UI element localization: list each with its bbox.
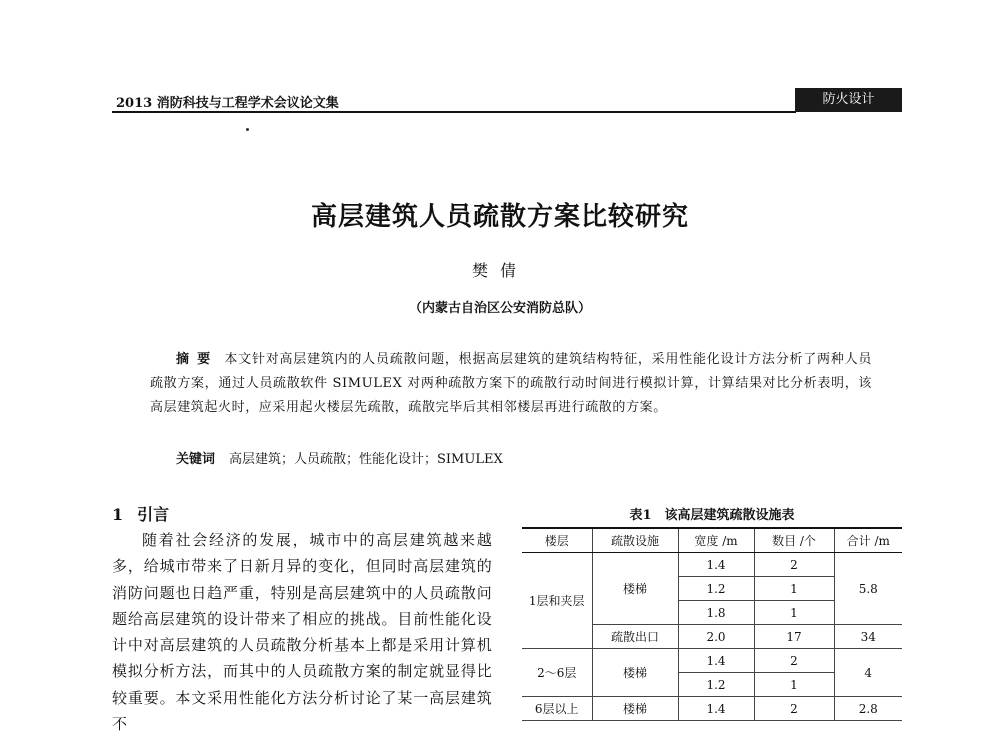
- count-cell: 2: [754, 553, 834, 577]
- facility-cell: 楼梯: [592, 649, 678, 697]
- abstract-label: 摘要: [176, 352, 219, 367]
- abstract-text: 本文针对高层建筑内的人员疏散问题，根据高层建筑的建筑结构特征，采用性能化设计方法分析了两种人员疏散方案，通过人员疏散软件 SIMULEX 对两种疏散方案下的疏散行动时间进行模拟计算，计算结果对比分析表明，该高层建筑起火时，应采用起火楼层先疏散，疏散完毕后其相邻楼层再进行疏散的方案。: [150, 352, 872, 415]
- running-header: [112, 88, 902, 112]
- count-cell: 17: [754, 625, 834, 649]
- header-rule: [112, 111, 796, 113]
- facility-cell: 楼梯: [592, 697, 678, 721]
- paper-title: 高层建筑人员疏散方案比较研究: [310, 202, 689, 232]
- table-row: [522, 553, 902, 577]
- keywords: [150, 448, 872, 472]
- evacuation-facilities-table: [522, 527, 902, 721]
- width-cell: 1.4: [678, 553, 754, 577]
- floor-cell: 6层以上: [522, 697, 592, 721]
- section-tag: 防火设计: [795, 88, 902, 112]
- width-cell: 2.0: [678, 625, 754, 649]
- total-cell: 34: [834, 625, 902, 649]
- facility-cell: 楼梯: [592, 553, 678, 625]
- abstract: [150, 348, 872, 420]
- count-cell: 2: [754, 649, 834, 673]
- table-row: [522, 649, 902, 673]
- width-cell: 1.4: [678, 697, 754, 721]
- total-cell: 4: [834, 649, 902, 697]
- floor-cell: 1层和夹层: [522, 553, 592, 649]
- section-number: 1: [112, 505, 124, 524]
- total-cell: 2.8: [834, 697, 902, 721]
- floor-cell: 2～6层: [522, 649, 592, 697]
- keywords-text: 高层建筑；人员疏散；性能化设计；SIMULEX: [229, 452, 503, 467]
- count-cell: 1: [754, 601, 834, 625]
- table-caption: 表1 该高层建筑疏散设施表: [629, 508, 795, 523]
- header-cell: 宽度 /m: [678, 528, 754, 553]
- paper-author: 樊倩: [471, 261, 528, 280]
- table-header-row: [522, 528, 902, 553]
- header-cell: 合计 /m: [834, 528, 902, 553]
- journal-title: 2013 消防科技与工程学术会议论文集: [116, 96, 339, 111]
- width-cell: 1.8: [678, 601, 754, 625]
- paper-affiliation: （内蒙古自治区公安消防总队）: [408, 301, 591, 316]
- header-cell: 楼层: [522, 528, 592, 553]
- total-cell: 5.8: [834, 553, 902, 625]
- section-body: 随着社会经济的发展，城市中的高层建筑越来越多，给城市带来了日新月异的变化，但同时高层建筑的消防问题也日趋严重，特别是高层建筑中的人员疏散问题给高层建筑的设计带来了相应的挑战。目前性能化设计中对高层建筑的人员疏散分析基本上都是采用计算机模拟分析方法，而其中的人员疏散方案的制定就显得比较重要。本文采用性能化方法分析讨论了某一高层建筑不: [112, 531, 492, 734]
- facility-cell: 疏散出口: [592, 625, 678, 649]
- width-cell: 1.2: [678, 577, 754, 601]
- keywords-label: 关键词: [176, 452, 216, 467]
- width-cell: 1.4: [678, 649, 754, 673]
- count-cell: 1: [754, 577, 834, 601]
- header-cell: 数目 /个: [754, 528, 834, 553]
- count-cell: 2: [754, 697, 834, 721]
- count-cell: 1: [754, 673, 834, 697]
- scan-dot: [246, 128, 249, 131]
- table-row: [522, 697, 902, 721]
- section-title: 引言: [137, 505, 170, 524]
- header-cell: 疏散设施: [592, 528, 678, 553]
- section-heading: [112, 502, 169, 525]
- width-cell: 1.2: [678, 673, 754, 697]
